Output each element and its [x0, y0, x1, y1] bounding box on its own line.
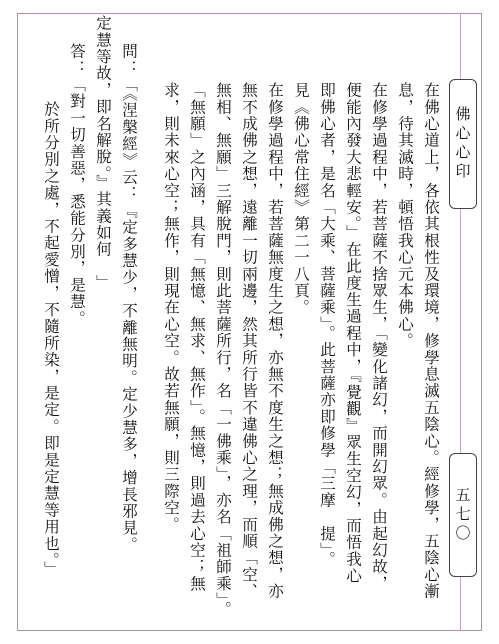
- text-column: 在修學過程中，若菩薩無度生之想，亦無不度生之想；無成佛之想，亦: [266, 82, 284, 600]
- text-column: 「無願」之內涵，具有「無憶、無求、無作」。無憶，則過去心空；無: [188, 82, 206, 592]
- text-column: 無相、無願」三解脫門，則此菩薩所行，名「一佛乘」，亦名「祖師乘」。: [214, 82, 232, 618]
- text-column: 即佛心者，是名「大乘、菩薩乘」。此菩薩亦即修學「三摩 提」。: [318, 82, 336, 568]
- text-column: 無不成佛之想，遠離一切兩邊，然其所行皆不違佛心之理，而順「空、: [240, 82, 258, 600]
- text-column: 答：「對一切善惡，悉能分別，是慧。: [68, 43, 86, 327]
- text-column: 求，則未來心空；無作，則現在心空。故若無願，則三際空。: [162, 82, 180, 533]
- text-column: 便能內發大悲輕安。」在此度生過程中，『覺觀』眾生空幻，而悟我心: [344, 82, 362, 585]
- text-column: 息，待其滅時，頓悟我心元本佛心。: [396, 82, 414, 350]
- text-column: 在修學過程中，若菩薩不捨眾生，「變化諸幻，而開幻眾。由起幻故，: [370, 82, 388, 592]
- text-column: 見《佛心常住經》第二一八頁。: [292, 82, 310, 316]
- text-column: 在佛心道上，各依其根性及環境，修學息滅五陰心。經修學，五陰心漸: [422, 82, 440, 600]
- text-column: 定慧等故，即名解脫。』其義如何 」: [94, 15, 112, 292]
- text-column: 於所分別之處，不起愛憎，不隨所染，是定。即是定慧等用也。」: [42, 101, 60, 578]
- page-number: 五七〇: [453, 486, 472, 544]
- text-column: 問：「《涅槃經》云：『定多慧少，不離無明。定少慧多，增長邪見。: [120, 43, 138, 553]
- book-title: 佛心心印: [453, 106, 472, 182]
